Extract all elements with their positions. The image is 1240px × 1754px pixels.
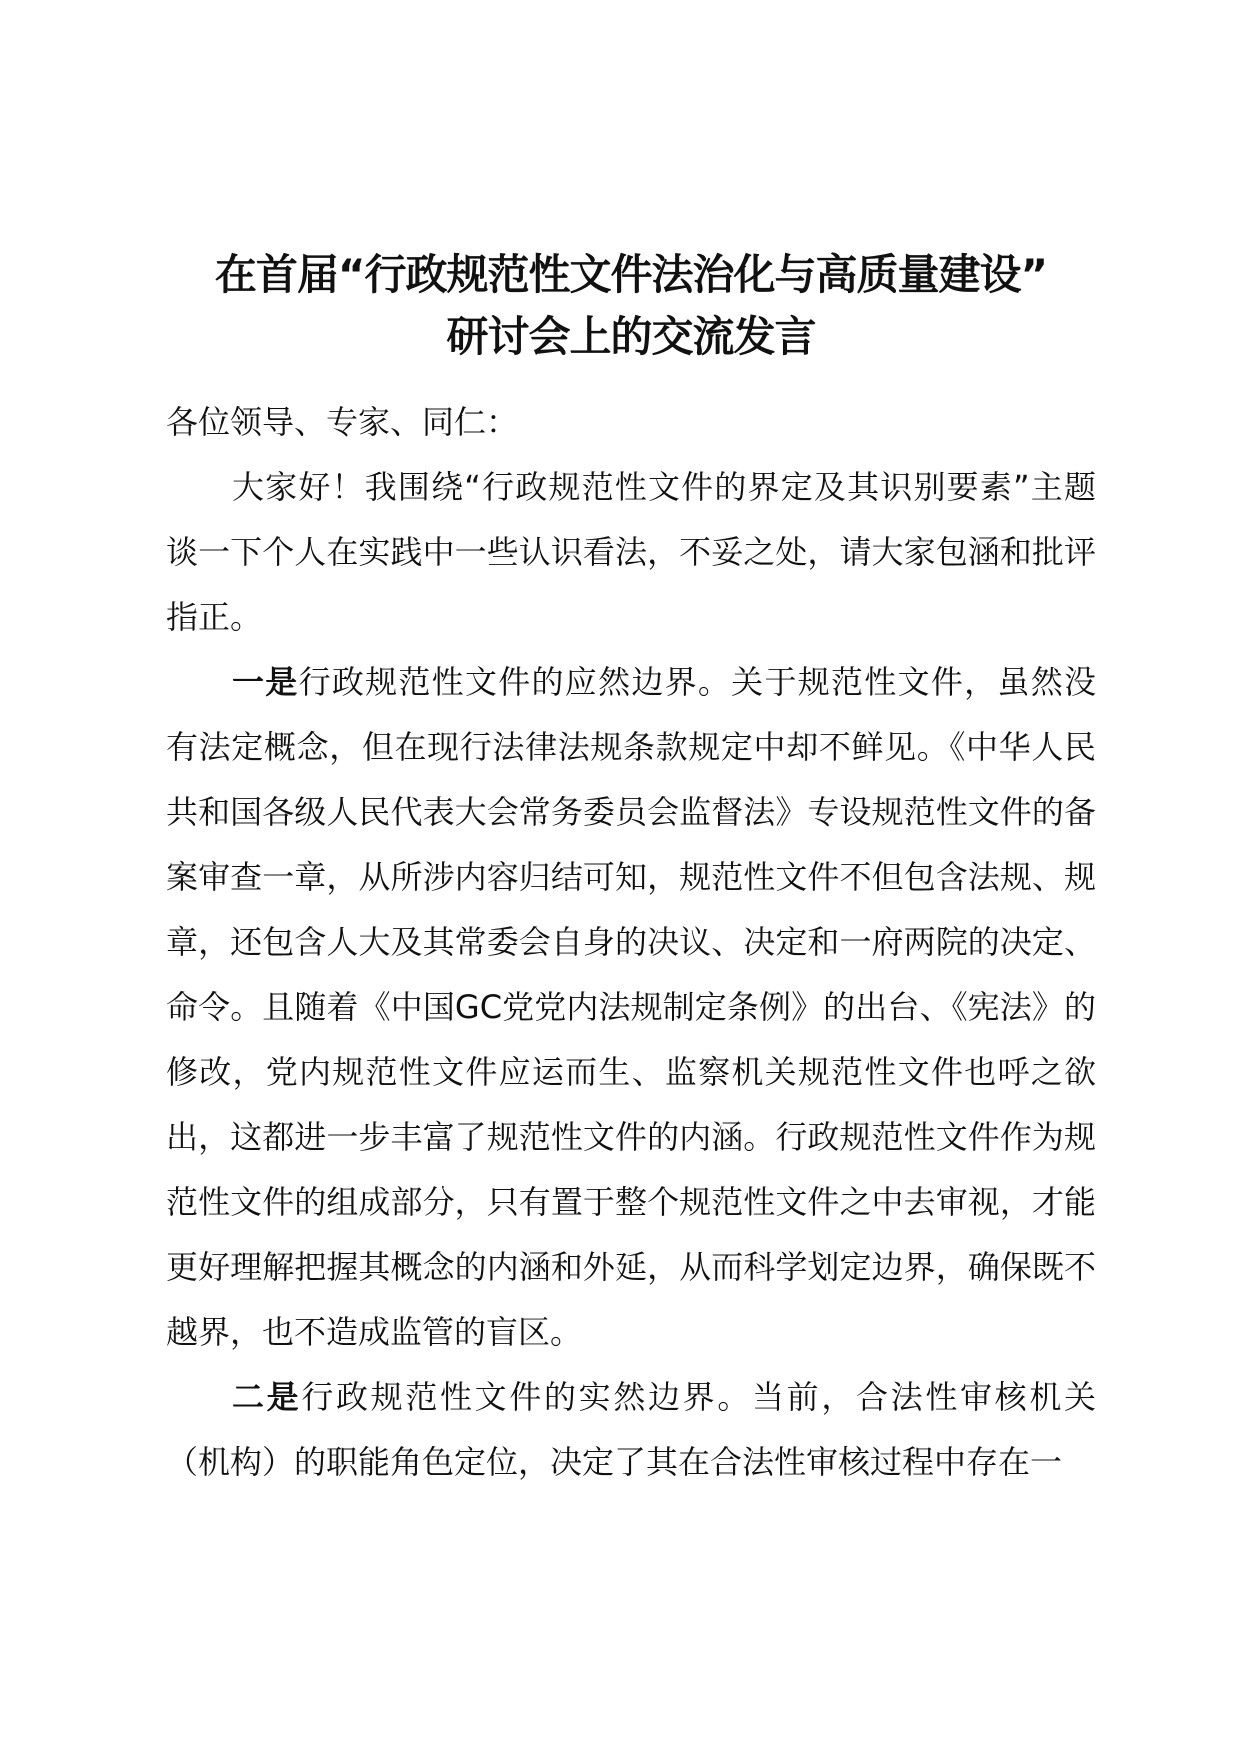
section-2-paragraph <box>166 1365 1096 1495</box>
section-1-lead: 一是 <box>232 663 299 701</box>
document-page <box>166 244 1096 1495</box>
section-2-text: 行政规范性文件的实然边界。当前，合法性审核机关（机构）的职能角色定位，决定了其在合法性审核过程中存在一 <box>166 1378 1096 1481</box>
title-line-2: 研讨会上的交流发言 <box>446 312 816 361</box>
section-2-lead: 二是 <box>232 1378 302 1416</box>
title-line-1: 在首届“行政规范性文件法治化与高质量建设” <box>214 250 1048 299</box>
section-1-paragraph <box>166 650 1096 1365</box>
document-title <box>166 244 1096 368</box>
intro-paragraph: 大家好！我围绕“行政规范性文件的界定及其识别要素”主题谈一下个人在实践中一些认识看法，不妥之处，请大家包涵和批评指正。 <box>166 468 1096 636</box>
salutation: 各位领导、专家、同仁： <box>166 403 519 441</box>
section-1-text: 行政规范性文件的应然边界。关于规范性文件，虽然没有法定概念，但在现行法律法规条款规定中却不鲜见。《中华人民共和国各级人民代表大会常务委员会监督法》专设规范性文件的备案审查一章，从所涉内容归结可知，规范性文件不但包含法规、规章，还包含人大及其常委会自身的决议、决定和一府两院的决定、命令。且随着《中国GC党党内法规制定条例》的出台、《宪法》的修改，党内规范性文件应运而生、监察机关规范性文件也呼之欲出，这都进一步丰富了规范性文件的内涵。行政规范性文件作为规范性文件的组成部分，只有置于整个规范性文件之中去审视，才能更好理解把握其概念的内涵和外延，从而科学划定边界，确保既不越界，也不造成监管的盲区。 <box>166 663 1096 1351</box>
document-body <box>166 390 1096 1495</box>
